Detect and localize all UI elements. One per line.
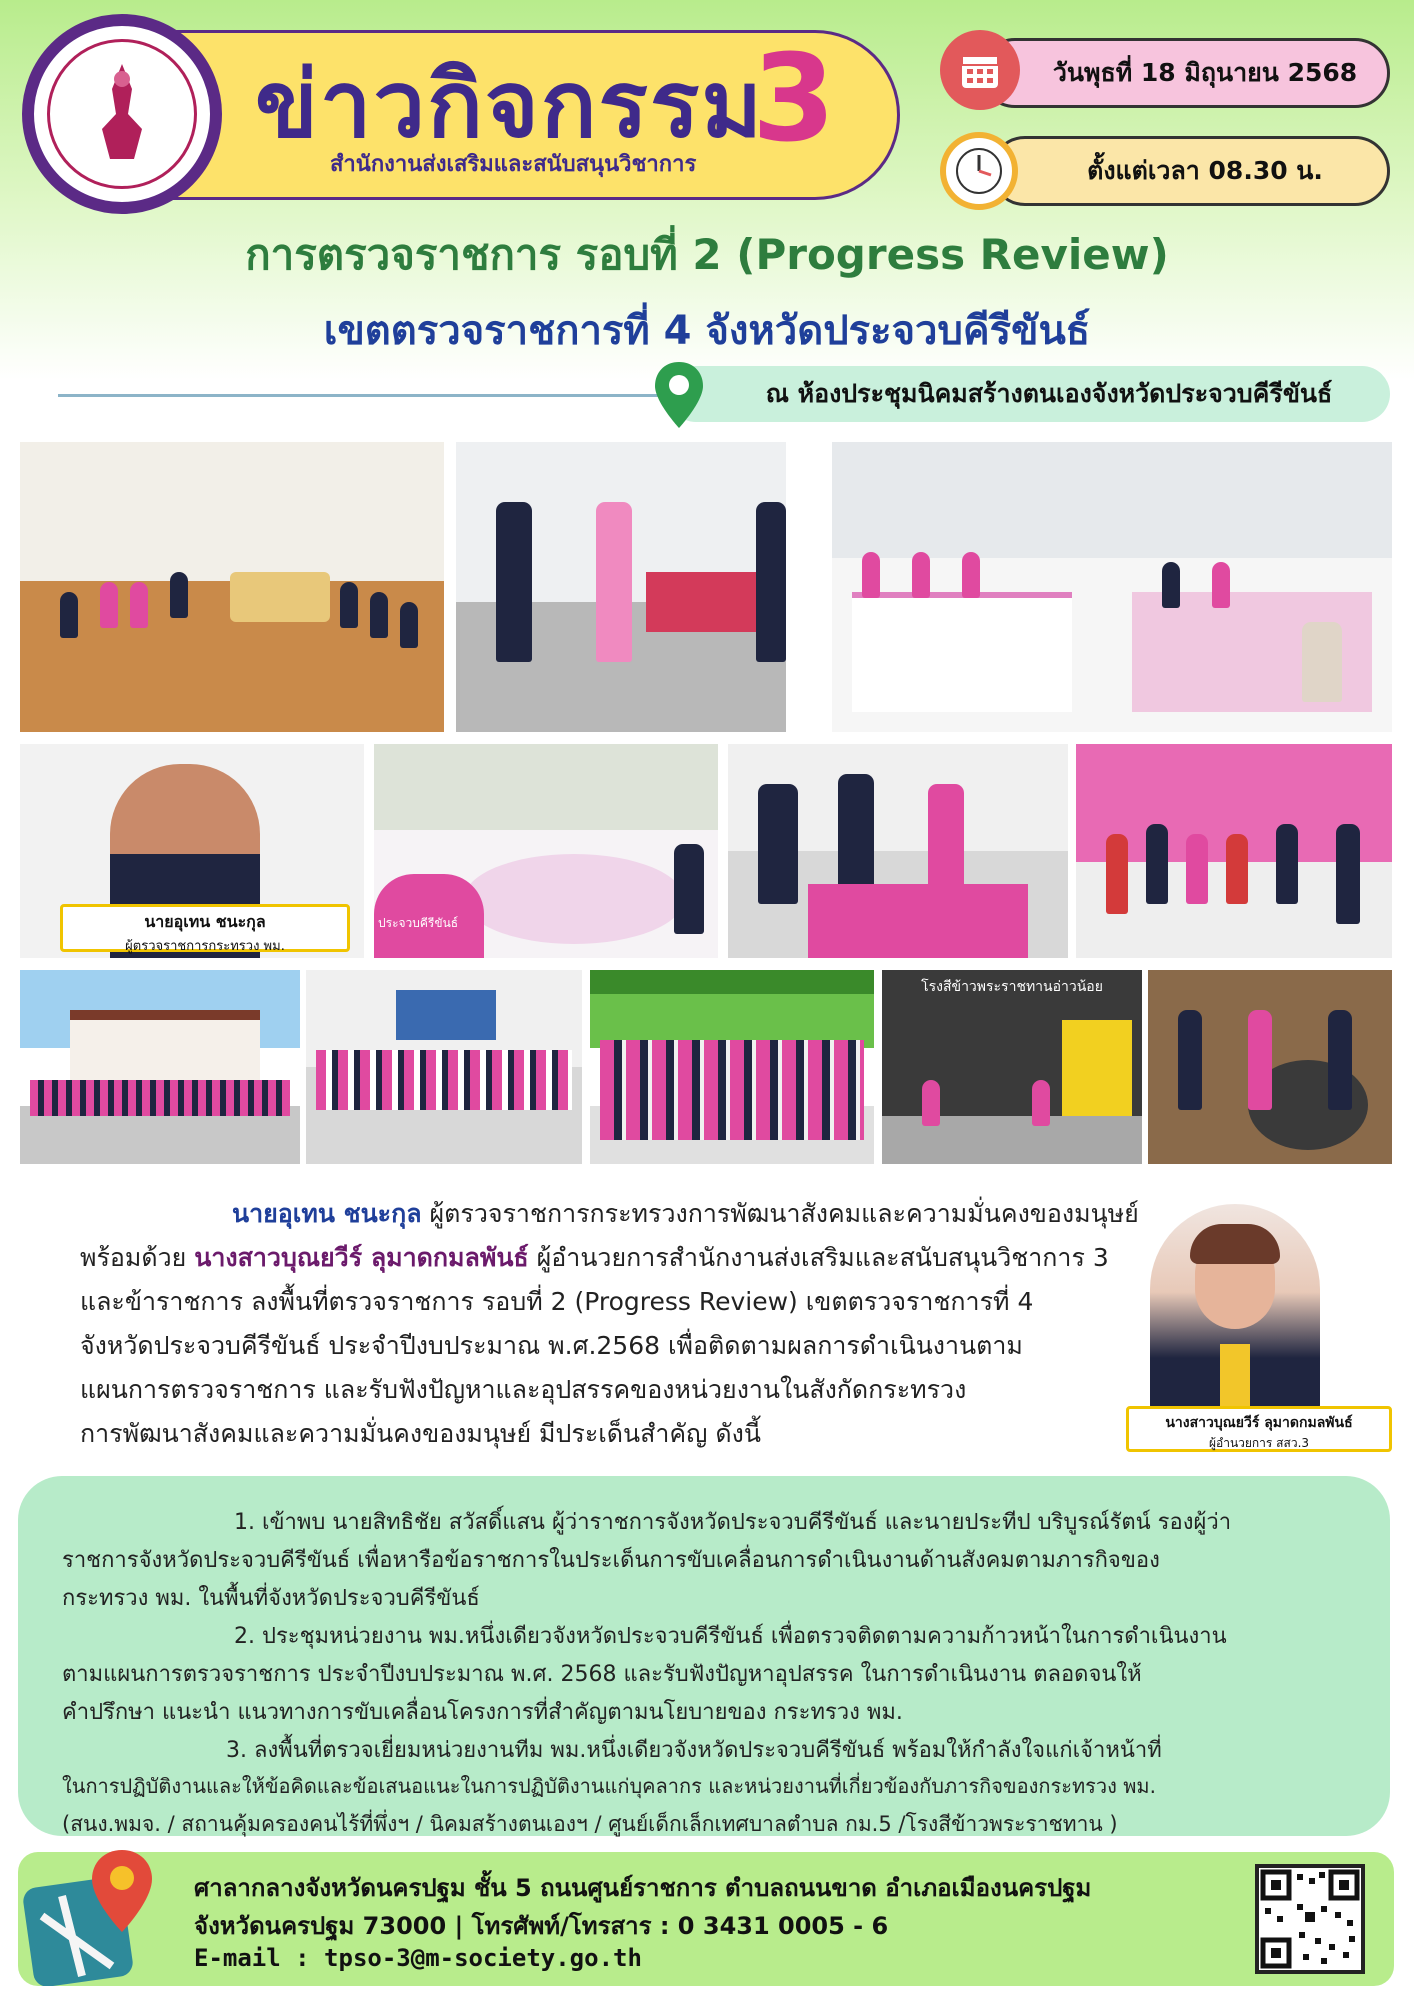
date-text: วันพุธที่ 18 มิถุนายน 2568 (1052, 58, 1358, 87)
body-line-3: และข้าราชการ ลงพื้นที่ตรวจราชการ รอบที่ 2 (Progress Review) เขตตรวจราชการที่ 4 (80, 1287, 1034, 1316)
director-portrait (1150, 1204, 1320, 1424)
newsletter-number: 3 (752, 30, 836, 169)
point-2-line-2: ตามแผนการตรวจราชการ ประจำปีงบประมาณ พ.ศ. 2568 และรับฟังปัญหาอุปสรรค ในการดำเนินงาน ตลอดจนให้ (62, 1662, 1142, 1687)
point-1-line-1: 1. เข้าพบ นายสิทธิชัย สวัสดิ์แสน ผู้ว่าราชการจังหวัดประจวบคีรีขันธ์ และนายประทีป บริบูรณ์รัตน์ รองผู้ว่า (234, 1510, 1232, 1535)
photo-meeting-governor (20, 442, 444, 732)
photo-childcare-center (590, 970, 874, 1164)
photo-inspector-portrait (20, 744, 364, 958)
point-3-line-3: (สนง.พมจ. / สถานคุ้มครองคนไร้ที่พึ่งฯ / นิคมสร้างตนเองฯ / ศูนย์เด็กเล็กเทศบาลตำบล กม.5 /โรงสีข้าวพระราชทาน ) (62, 1812, 1118, 1836)
body-line-6: การพัฒนาสังคมและความมั่นคงของมนุษย์ มีประเด็นสำคัญ ดังนี้ (80, 1419, 761, 1448)
body-line-2: พร้อมด้วย นางสาวบุณยวีร์ ลุมาดกมลพันธ์ ผู้อำนวยการสำนักงานส่งเสริมและสนับสนุนวิชาการ 3 (80, 1243, 1109, 1272)
ministry-seal-logo (22, 14, 222, 214)
photo-office-greeting (456, 442, 786, 732)
footer-address-1: ศาลากลางจังหวัดนครปฐม ชั้น 5 ถนนศูนย์ราชการ ตำบลถนนขาด อำเภอเมืองนครปฐม (194, 1874, 1092, 1902)
inspector-caption (60, 904, 350, 952)
photo-conference-room (832, 442, 1392, 732)
body-line-1: นายอุเทน ชนะกุล ผู้ตรวจราชการกระทรวงการพัฒนาสังคมและความมั่นคงของมนุษย์ (232, 1199, 1139, 1228)
divider (58, 394, 678, 397)
director-caption (1126, 1406, 1392, 1452)
photo-meeting-table (374, 744, 718, 958)
date-badge (980, 38, 1390, 108)
clock-icon (940, 132, 1018, 210)
shirt-text: ประจวบคีรีขันธ์ (378, 916, 459, 930)
calendar-icon (940, 30, 1020, 110)
time-text: ตั้งแต่เวลา 08.30 น. (1087, 156, 1323, 185)
director-name-inline: นางสาวบุณยวีร์ ลุมาดกมลพันธ์ (194, 1243, 529, 1272)
director-name: นางสาวบุณยวีร์ ลุมาดกมลพันธ์ (1165, 1415, 1353, 1431)
inspector-title: ผู้ตรวจราชการกระทรวง พม. (125, 939, 285, 954)
map-icon (22, 1846, 162, 1986)
point-1-line-2: ราชการจังหวัดประจวบคีรีขันธ์ เพื่อหารือข้อราชการในประเด็นการขับเคลื่อนการดำเนินงานด้านสังคมตามภารกิจของ (62, 1548, 1160, 1573)
body-line-5: แผนการตรวจราชการ และรับฟังปัญหาและอุปสรรคของหน่วยงานในสังกัดกระทรวง (80, 1375, 967, 1404)
location-badge (668, 366, 1390, 422)
rice-mill-sign: โรงสีข้าวพระราชทานอ่าวน้อย (921, 979, 1103, 995)
location-pin-icon (652, 360, 706, 430)
inspector-name-inline: นายอุเทน ชนะกุล (232, 1199, 422, 1228)
director-title: ผู้อำนวยการ สสว.3 (1208, 1436, 1310, 1450)
agency-name: สำนักงานส่งเสริมและสนับสนุนวิชาการ (330, 152, 697, 177)
qr-code[interactable] (1255, 1864, 1365, 1974)
location-text: ณ ห้องประชุมนิคมสร้างตนเองจังหวัดประจวบคีรีขันธ์ (765, 379, 1333, 408)
headline-primary: การตรวจราชการ รอบที่ 2 (Progress Review) (245, 230, 1169, 279)
footer-address-2: จังหวัดนครปฐม 73000 | โทรศัพท์/โทรสาร : 0 3431 0005 - 6 (194, 1912, 889, 1940)
photo-machinery-visit (1148, 970, 1392, 1164)
point-2-line-1: 2. ประชุมหน่วยงาน พม.หนึ่งเดียวจังหวัดประจวบคีรีขันธ์ เพื่อตรวจติดตามความก้าวหน้าในการดำเนินงาน (234, 1624, 1227, 1649)
photo-document-review (728, 744, 1068, 958)
point-1-line-3: กระทรวง พม. ในพื้นที่จังหวัดประจวบคีรีขันธ์ (62, 1586, 480, 1611)
point-2-line-3: คำปรึกษา แนะนำ แนวทางการขับเคลื่อนโครงการที่สำคัญตามนโยบายของ กระทรวง พม. (62, 1700, 903, 1725)
time-badge (990, 136, 1390, 206)
headline-secondary: เขตตรวจราชการที่ 4 จังหวัดประจวบคีรีขันธ์ (323, 308, 1091, 354)
point-3-line-1: 3. ลงพื้นที่ตรวจเยี่ยมหน่วยงานทีม พม.หนึ่งเดียวจังหวัดประจวบคีรีขันธ์ พร้อมให้กำลังใจแก่เจ้าหน้าที่ (226, 1738, 1162, 1763)
photo-group-event (306, 970, 582, 1164)
point-3-line-2: ในการปฏิบัติงานและให้ข้อคิดและข้อเสนอแนะในการปฏิบัติงานแก่บุคลากร และหน่วยงานที่เกี่ยวข้องกับภารกิจของกระทรวง พม. (62, 1774, 1156, 1798)
inspector-name: นายอุเทน ชนะกุล (144, 912, 266, 931)
newsletter-title: ข่าวกิจกรรม (255, 51, 764, 158)
photo-rice-mill (882, 970, 1142, 1164)
body-line-4: จังหวัดประจวบคีรีขันธ์ ประจำปีงบประมาณ พ.ศ.2568 เพื่อติดตามผลการดำเนินงานตาม (80, 1331, 1023, 1360)
footer-email: E-mail : tpso-3@m-society.go.th (194, 1944, 642, 1972)
photo-pink-hall (1076, 744, 1392, 958)
photo-building-group (20, 970, 300, 1164)
